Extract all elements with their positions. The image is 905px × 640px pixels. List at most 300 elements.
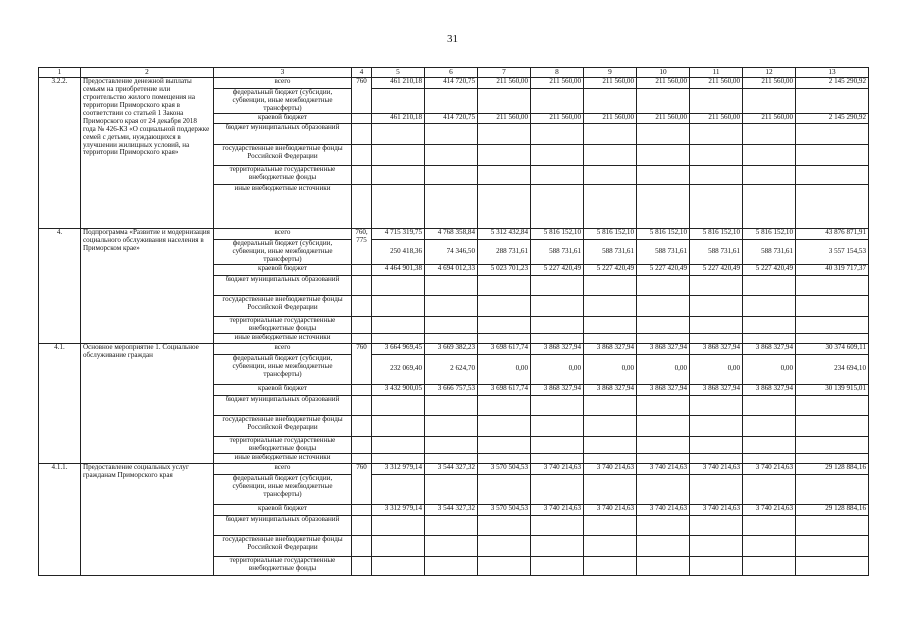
value-cell — [372, 275, 425, 295]
value-cell — [796, 415, 869, 436]
value-cell — [425, 415, 478, 436]
value-cell: 0,00 — [743, 354, 796, 384]
value-cell — [372, 316, 425, 333]
value-cell — [478, 124, 531, 145]
funding-source-cell: государственные внебюджетные фонды Российской Федерации — [214, 145, 352, 166]
code-cell — [352, 124, 372, 145]
value-cell: 3 740 214,63 — [637, 463, 690, 474]
value-cell: 588 731,61 — [584, 240, 637, 265]
value-cell — [372, 124, 425, 145]
funding-source-cell: краевой бюджет — [214, 264, 352, 275]
funding-source-cell: бюджет муниципальных образований — [214, 395, 352, 415]
value-cell — [637, 275, 690, 295]
code-cell — [352, 535, 372, 556]
value-cell — [584, 515, 637, 535]
value-cell — [796, 89, 869, 114]
value-cell — [372, 556, 425, 575]
item-number-cell: 3.2.2. — [39, 78, 81, 229]
value-cell: 2 624,70 — [425, 354, 478, 384]
value-cell: 211 560,00 — [690, 114, 743, 124]
value-cell: 3 312 979,14 — [372, 463, 425, 474]
value-cell — [796, 295, 869, 316]
code-cell — [352, 384, 372, 395]
code-cell — [352, 415, 372, 436]
value-cell: 3 432 900,05 — [372, 384, 425, 395]
value-cell — [584, 89, 637, 114]
value-cell: 3 570 504,53 — [478, 463, 531, 474]
value-cell — [425, 89, 478, 114]
value-cell: 30 139 915,01 — [796, 384, 869, 395]
funding-source-cell: иные внебюджетные источники — [214, 333, 352, 343]
funding-source-cell: бюджет муниципальных образований — [214, 124, 352, 145]
value-cell: 588 731,61 — [743, 240, 796, 265]
value-cell: 5 312 432,84 — [478, 229, 531, 240]
value-cell — [796, 124, 869, 145]
value-cell: 3 740 214,63 — [690, 463, 743, 474]
value-cell: 0,00 — [478, 354, 531, 384]
value-cell — [637, 316, 690, 333]
value-cell: 5 816 152,10 — [531, 229, 584, 240]
funding-source-cell: территориальные государственные внебюджетные фонды — [214, 166, 352, 185]
value-cell — [425, 556, 478, 575]
value-cell — [796, 185, 869, 229]
value-cell — [796, 535, 869, 556]
value-cell: 3 868 327,94 — [690, 343, 743, 354]
value-cell — [584, 316, 637, 333]
value-cell — [425, 145, 478, 166]
funding-source-cell: всего — [214, 78, 352, 89]
code-cell — [352, 436, 372, 453]
funding-source-cell: федеральный бюджет (субсидии, субвенции, иные межбюджетные трансферты) — [214, 89, 352, 114]
value-cell — [584, 556, 637, 575]
value-cell: 5 227 420,49 — [531, 264, 584, 275]
value-cell — [637, 89, 690, 114]
value-cell: 0,00 — [690, 354, 743, 384]
value-cell — [690, 145, 743, 166]
value-cell — [690, 515, 743, 535]
value-cell: 5 227 420,49 — [690, 264, 743, 275]
value-cell — [425, 185, 478, 229]
value-cell — [531, 185, 584, 229]
header-cell: 11 — [690, 68, 743, 78]
header-cell: 13 — [796, 68, 869, 78]
value-cell — [478, 415, 531, 436]
value-cell: 211 560,00 — [531, 78, 584, 89]
value-cell — [690, 166, 743, 185]
value-cell: 4 768 358,84 — [425, 229, 478, 240]
value-cell: 3 868 327,94 — [637, 384, 690, 395]
header-cell: 2 — [81, 68, 214, 78]
code-cell: 760 — [352, 78, 372, 114]
value-cell: 3 868 327,94 — [584, 343, 637, 354]
value-cell: 211 560,00 — [637, 78, 690, 89]
value-cell — [478, 295, 531, 316]
code-cell — [352, 395, 372, 415]
value-cell: 0,00 — [584, 354, 637, 384]
value-cell — [478, 474, 531, 504]
value-cell: 5 227 420,49 — [637, 264, 690, 275]
table-row — [39, 78, 869, 89]
value-cell — [796, 166, 869, 185]
value-cell: 5 816 152,10 — [743, 229, 796, 240]
value-cell: 3 666 757,53 — [425, 384, 478, 395]
value-cell: 5 816 152,10 — [690, 229, 743, 240]
value-cell — [425, 535, 478, 556]
value-cell — [372, 185, 425, 229]
value-cell — [743, 395, 796, 415]
value-cell — [743, 535, 796, 556]
value-cell — [584, 333, 637, 343]
value-cell — [531, 275, 584, 295]
value-cell — [531, 453, 584, 463]
value-cell — [372, 145, 425, 166]
value-cell — [796, 275, 869, 295]
budget-table — [38, 67, 869, 576]
value-cell — [478, 275, 531, 295]
value-cell — [637, 185, 690, 229]
funding-source-cell: федеральный бюджет (субсидии, субвенции, иные межбюджетные трансферты) — [214, 474, 352, 504]
value-cell — [372, 515, 425, 535]
value-cell: 211 560,00 — [531, 114, 584, 124]
value-cell: 234 694,10 — [796, 354, 869, 384]
value-cell — [743, 333, 796, 343]
header-cell: 9 — [584, 68, 637, 78]
value-cell — [690, 474, 743, 504]
value-cell: 3 740 214,63 — [584, 504, 637, 515]
funding-source-cell: бюджет муниципальных образований — [214, 515, 352, 535]
value-cell — [531, 556, 584, 575]
value-cell — [796, 333, 869, 343]
value-cell — [425, 124, 478, 145]
value-cell — [531, 436, 584, 453]
value-cell: 0,00 — [637, 354, 690, 384]
value-cell — [743, 145, 796, 166]
value-cell — [531, 89, 584, 114]
value-cell — [372, 474, 425, 504]
value-cell — [372, 415, 425, 436]
value-cell: 3 544 327,32 — [425, 463, 478, 474]
value-cell — [637, 333, 690, 343]
value-cell — [796, 474, 869, 504]
value-cell: 4 464 901,38 — [372, 264, 425, 275]
value-cell — [637, 295, 690, 316]
value-cell — [584, 145, 637, 166]
funding-source-cell: территориальные государственные внебюджетные фонды — [214, 556, 352, 575]
value-cell: 3 740 214,63 — [743, 463, 796, 474]
value-cell: 2 145 290,92 — [796, 78, 869, 89]
funding-source-cell: краевой бюджет — [214, 504, 352, 515]
value-cell: 588 731,61 — [637, 240, 690, 265]
value-cell: 5 227 420,49 — [743, 264, 796, 275]
value-cell: 5 816 152,10 — [584, 229, 637, 240]
value-cell — [743, 89, 796, 114]
code-cell — [352, 333, 372, 343]
value-cell — [796, 395, 869, 415]
value-cell: 4 694 012,33 — [425, 264, 478, 275]
value-cell — [372, 333, 425, 343]
code-cell — [352, 145, 372, 166]
value-cell — [743, 185, 796, 229]
value-cell — [743, 556, 796, 575]
value-cell: 211 560,00 — [637, 114, 690, 124]
value-cell: 40 319 717,37 — [796, 264, 869, 275]
value-cell — [425, 333, 478, 343]
value-cell — [796, 515, 869, 535]
value-cell: 461 210,18 — [372, 114, 425, 124]
value-cell — [531, 535, 584, 556]
header-cell: 1 — [39, 68, 81, 78]
value-cell: 3 868 327,94 — [637, 343, 690, 354]
value-cell — [584, 474, 637, 504]
value-cell — [584, 275, 637, 295]
value-cell — [478, 515, 531, 535]
value-cell: 3 664 969,45 — [372, 343, 425, 354]
value-cell — [478, 436, 531, 453]
value-cell — [478, 145, 531, 166]
value-cell — [478, 166, 531, 185]
value-cell — [425, 275, 478, 295]
value-cell — [743, 515, 796, 535]
value-cell — [584, 453, 637, 463]
value-cell — [531, 474, 584, 504]
value-cell: 3 868 327,94 — [531, 384, 584, 395]
value-cell — [478, 89, 531, 114]
header-cell: 8 — [531, 68, 584, 78]
code-cell — [352, 264, 372, 275]
value-cell — [637, 395, 690, 415]
value-cell — [584, 295, 637, 316]
item-number-cell: 4. — [39, 229, 81, 344]
value-cell — [743, 316, 796, 333]
value-cell — [478, 395, 531, 415]
value-cell — [584, 395, 637, 415]
value-cell — [584, 124, 637, 145]
value-cell — [743, 474, 796, 504]
value-cell — [531, 145, 584, 166]
value-cell: 43 876 871,91 — [796, 229, 869, 240]
value-cell: 461 210,18 — [372, 78, 425, 89]
value-cell: 3 544 327,32 — [425, 504, 478, 515]
header-cell: 4 — [352, 68, 372, 78]
value-cell — [637, 535, 690, 556]
value-cell — [372, 535, 425, 556]
value-cell — [372, 166, 425, 185]
value-cell — [637, 124, 690, 145]
value-cell — [690, 395, 743, 415]
value-cell: 232 069,40 — [372, 354, 425, 384]
value-cell — [425, 316, 478, 333]
funding-source-cell: всего — [214, 463, 352, 474]
value-cell: 3 868 327,94 — [743, 343, 796, 354]
value-cell: 3 740 214,63 — [584, 463, 637, 474]
value-cell: 250 418,36 — [372, 240, 425, 265]
value-cell: 5 816 152,10 — [637, 229, 690, 240]
value-cell: 3 868 327,94 — [690, 384, 743, 395]
value-cell: 211 560,00 — [478, 114, 531, 124]
value-cell: 3 740 214,63 — [637, 504, 690, 515]
value-cell — [690, 333, 743, 343]
funding-source-cell: всего — [214, 229, 352, 240]
value-cell — [584, 535, 637, 556]
code-cell: 760, 775 — [352, 229, 372, 265]
value-cell — [637, 145, 690, 166]
item-name-cell: Основное мероприятие 1. Социальное обслуживание граждан — [81, 343, 214, 463]
value-cell — [637, 166, 690, 185]
funding-source-cell: территориальные государственные внебюджетные фонды — [214, 316, 352, 333]
value-cell: 211 560,00 — [690, 78, 743, 89]
value-cell — [690, 295, 743, 316]
code-cell: 760 — [352, 463, 372, 504]
value-cell: 5 227 420,49 — [584, 264, 637, 275]
funding-source-cell: бюджет муниципальных образований — [214, 275, 352, 295]
value-cell: 211 560,00 — [743, 114, 796, 124]
value-cell: 3 312 979,14 — [372, 504, 425, 515]
funding-source-cell: всего — [214, 343, 352, 354]
value-cell — [637, 415, 690, 436]
code-cell: 760 — [352, 343, 372, 384]
value-cell — [796, 453, 869, 463]
item-name-cell: Предоставление денежной выплаты семьям на приобретение или строительство жилого помещения на территории Приморского края в соответствии со статьей 1 Закона Приморского края от 24 декабря 2018 года № 426-КЗ «О социальной поддержке семей с детьми, нуждающихся в улучшении жилищных условий, на территории Приморского края» — [81, 78, 214, 229]
value-cell — [584, 436, 637, 453]
value-cell — [690, 275, 743, 295]
value-cell: 588 731,61 — [690, 240, 743, 265]
value-cell: 2 145 290,92 — [796, 114, 869, 124]
value-cell — [425, 395, 478, 415]
value-cell: 211 560,00 — [743, 78, 796, 89]
value-cell — [478, 316, 531, 333]
value-cell — [743, 166, 796, 185]
header-row — [39, 68, 869, 78]
value-cell: 288 731,61 — [478, 240, 531, 265]
value-cell: 3 740 214,63 — [531, 463, 584, 474]
value-cell — [796, 436, 869, 453]
value-cell — [690, 436, 743, 453]
value-cell: 3 570 504,53 — [478, 504, 531, 515]
funding-source-cell: иные внебюджетные источники — [214, 185, 352, 229]
value-cell — [478, 453, 531, 463]
value-cell — [531, 333, 584, 343]
value-cell — [531, 166, 584, 185]
value-cell: 211 560,00 — [584, 114, 637, 124]
value-cell: 5 023 701,23 — [478, 264, 531, 275]
value-cell: 29 128 884,16 — [796, 504, 869, 515]
funding-source-cell: федеральный бюджет (субсидии, субвенции, иные межбюджетные трансферты) — [214, 354, 352, 384]
value-cell — [690, 453, 743, 463]
item-name-cell: Предоставление социальных услуг гражданам Приморского края — [81, 463, 214, 575]
value-cell — [796, 556, 869, 575]
value-cell — [637, 515, 690, 535]
funding-source-cell: иные внебюджетные источники — [214, 453, 352, 463]
value-cell — [584, 166, 637, 185]
value-cell: 3 740 214,63 — [743, 504, 796, 515]
value-cell: 3 740 214,63 — [531, 504, 584, 515]
value-cell — [743, 453, 796, 463]
value-cell — [478, 535, 531, 556]
value-cell — [425, 166, 478, 185]
header-cell: 5 — [372, 68, 425, 78]
table-row — [39, 343, 869, 354]
value-cell — [425, 436, 478, 453]
funding-source-cell: краевой бюджет — [214, 384, 352, 395]
funding-source-cell: территориальные государственные внебюджетные фонды — [214, 436, 352, 453]
value-cell — [690, 89, 743, 114]
table-row — [39, 229, 869, 240]
page-number: 31 — [447, 33, 458, 45]
value-cell — [743, 124, 796, 145]
value-cell — [425, 474, 478, 504]
code-cell — [352, 275, 372, 295]
value-cell — [637, 453, 690, 463]
value-cell — [743, 415, 796, 436]
value-cell — [690, 185, 743, 229]
value-cell — [531, 395, 584, 415]
value-cell — [637, 474, 690, 504]
value-cell — [425, 515, 478, 535]
header-cell: 6 — [425, 68, 478, 78]
header-cell: 10 — [637, 68, 690, 78]
code-cell — [352, 556, 372, 575]
value-cell: 29 128 884,16 — [796, 463, 869, 474]
item-name-cell: Подпрограмма «Развитие и модернизация социального обслуживания населения в Приморском крае» — [81, 229, 214, 344]
value-cell — [531, 415, 584, 436]
funding-source-cell: государственные внебюджетные фонды Российской Федерации — [214, 415, 352, 436]
value-cell: 0,00 — [531, 354, 584, 384]
funding-source-cell: государственные внебюджетные фонды Российской Федерации — [214, 295, 352, 316]
value-cell: 3 698 617,74 — [478, 343, 531, 354]
value-cell — [743, 295, 796, 316]
value-cell — [690, 124, 743, 145]
value-cell — [372, 295, 425, 316]
value-cell: 4 715 319,75 — [372, 229, 425, 240]
value-cell: 588 731,61 — [531, 240, 584, 265]
value-cell — [690, 316, 743, 333]
value-cell: 3 868 327,94 — [743, 384, 796, 395]
value-cell — [372, 453, 425, 463]
header-cell: 3 — [214, 68, 352, 78]
code-cell — [352, 166, 372, 185]
code-cell — [352, 504, 372, 515]
code-cell — [352, 515, 372, 535]
header-cell: 12 — [743, 68, 796, 78]
value-cell: 3 868 327,94 — [584, 384, 637, 395]
code-cell — [352, 295, 372, 316]
table-row — [39, 463, 869, 474]
value-cell — [372, 89, 425, 114]
value-cell — [531, 316, 584, 333]
value-cell — [478, 556, 531, 575]
code-cell — [352, 114, 372, 124]
value-cell — [743, 275, 796, 295]
value-cell — [531, 124, 584, 145]
value-cell: 74 346,50 — [425, 240, 478, 265]
value-cell: 3 740 214,63 — [690, 504, 743, 515]
header-cell: 7 — [478, 68, 531, 78]
value-cell — [690, 556, 743, 575]
value-cell — [637, 556, 690, 575]
code-cell — [352, 316, 372, 333]
item-number-cell: 4.1.1. — [39, 463, 81, 575]
value-cell — [584, 185, 637, 229]
funding-source-cell: федеральный бюджет (субсидии, субвенции, иные межбюджетные трансферты) — [214, 240, 352, 265]
value-cell: 30 374 609,11 — [796, 343, 869, 354]
value-cell — [690, 535, 743, 556]
value-cell: 3 698 617,74 — [478, 384, 531, 395]
value-cell — [478, 185, 531, 229]
value-cell: 3 669 382,23 — [425, 343, 478, 354]
code-cell — [352, 185, 372, 229]
value-cell — [584, 415, 637, 436]
value-cell — [425, 295, 478, 316]
